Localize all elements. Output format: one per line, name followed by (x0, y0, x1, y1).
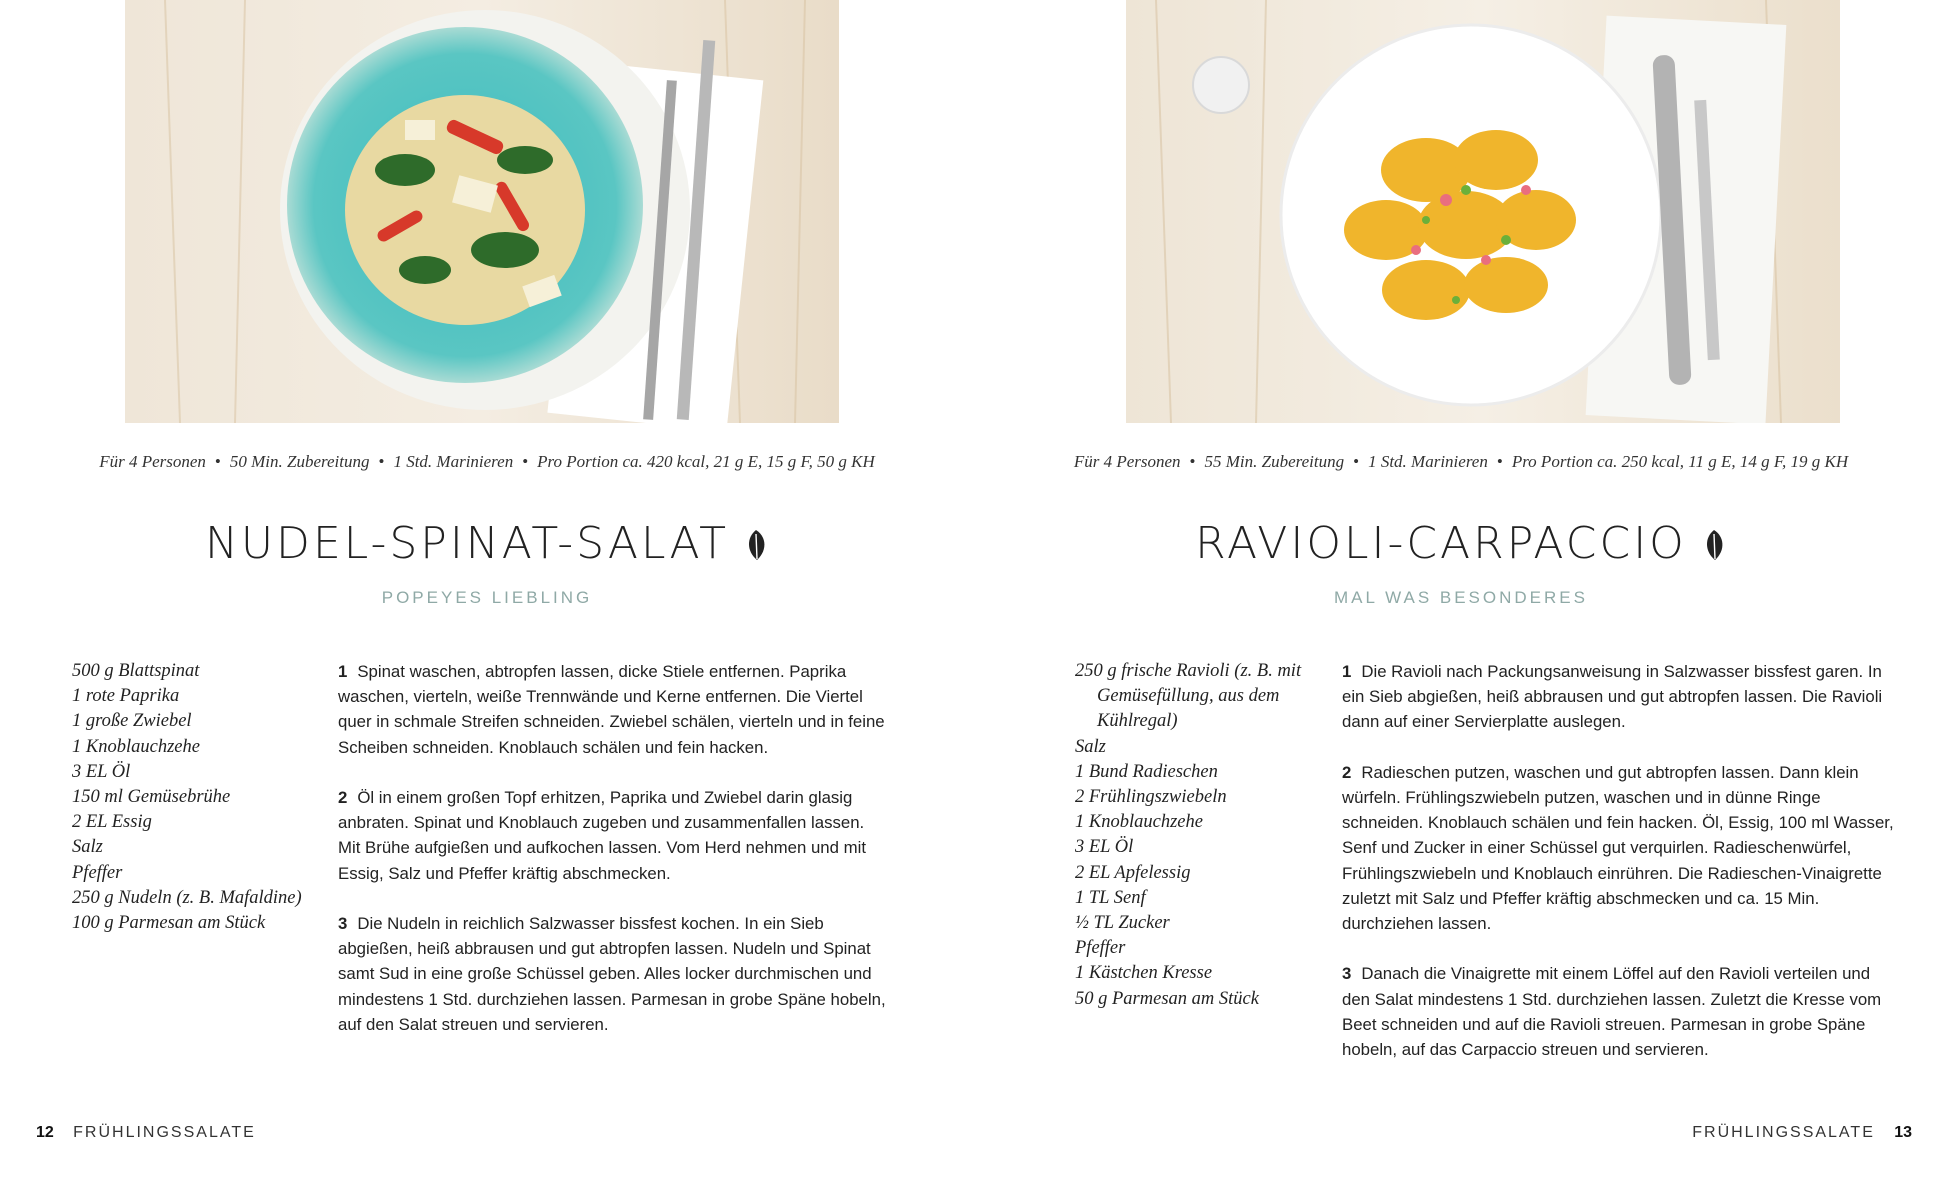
ingredient-item: 1 TL Senf (1075, 887, 1146, 908)
meta-nutrition: Pro Portion ca. 420 kcal, 21 g E, 15 g F, 50 g KH (537, 452, 875, 471)
right-page (974, 0, 1948, 1181)
meta-servings: Für 4 Personen (99, 452, 206, 471)
meta-marinate-time: 1 Std. Marinieren (393, 452, 514, 471)
ingredient-item: 3 EL Öl (72, 761, 131, 782)
ingredient-item: 100 g Parmesan am Stück (72, 913, 266, 934)
ingredient-list (72, 659, 312, 936)
page-number: 12 (36, 1124, 54, 1141)
ingredient-item: Pfeffer (72, 862, 123, 883)
ingredient-item: 2 Frühlingszwiebeln (1075, 787, 1227, 808)
step-text: Spinat waschen, abtropfen lassen, dicke Stiele entfernen. Paprika waschen, vierteln, weiße Trennwände und Kerne entfernen. Die Viertel quer in schmale Streifen schneiden. Zwiebel schälen, vierteln und in feine Scheiben schneiden. Knoblauch schälen und fein hacken. (338, 662, 885, 757)
instruction-step (338, 911, 890, 1037)
ingredient-item: 2 EL Apfelessig (1075, 862, 1191, 883)
ingredient-item: 2 EL Essig (72, 812, 152, 833)
meta-separator: • (214, 452, 221, 471)
ingredient-item: Pfeffer (1075, 938, 1126, 959)
step-number: 3 (1342, 964, 1352, 984)
ingredient-item: Salz (72, 837, 103, 858)
meta-servings: Für 4 Personen (1073, 452, 1181, 471)
recipe-subtitle: POPEYES LIEBLING (381, 588, 593, 607)
meta-nutrition: Pro Portion ca. 250 kcal, 11 g E, 14 g F, 19 g KH (1511, 452, 1849, 471)
recipe-meta (974, 452, 1948, 472)
step-text: Danach die Vinaigrette mit einem Löffel auf den Ravioli verteilen und den Salat mindestens 1 Std. durchziehen lassen. Zuletzt die Kresse vom Beet schneiden und auf die Ravioli streuen. Parmesan in grobe Späne hobeln, auf das Carpaccio streuen und servieren. (1342, 964, 1882, 1060)
ingredient-item: 1 rote Paprika (72, 686, 180, 707)
ingredient-list (1075, 659, 1310, 1012)
step-text: Die Ravioli nach Packungsanweisung in Salzwasser bissfest garen. In ein Sieb abgießen, heiß abbrausen und gut abtropfen lassen. Die Ravioli dann auf einer Servierplatte auslegen. (1342, 662, 1883, 732)
step-text: Die Nudeln in reichlich Salzwasser bissfest kochen. In ein Sieb abgießen, heiß abbrausen und gut abtropfen lassen. Nudeln und Spinat samt Sud in eine große Schüssel geben. Alles locker durchmischen und mindestens 1 Std. durchziehen lassen. Parmesan in grobe Späne hobeln, auf den Salat streuen und servieren. (338, 914, 886, 1034)
instruction-step (1342, 760, 1894, 936)
meta-separator: • (1189, 452, 1196, 471)
ingredient-item: 1 Kästchen Kresse (1075, 963, 1213, 984)
step-number: 1 (338, 662, 348, 681)
ingredient-item: 3 EL Öl (1075, 837, 1134, 858)
page-footer (36, 1124, 256, 1142)
page-number: 13 (1894, 1124, 1912, 1141)
instruction-step (1342, 659, 1894, 735)
ingredient-item: 1 Knoblauchzehe (72, 736, 200, 757)
ingredient-item: 50 g Parmesan am Stück (1075, 988, 1259, 1009)
step-number: 2 (338, 788, 348, 807)
recipe-title-text: RAVIOLI-CARPACCIO (1195, 518, 1687, 569)
recipe-subtitle: MAL WAS BESONDERES (1334, 588, 1588, 607)
meta-marinate-time: 1 Std. Marinieren (1368, 452, 1488, 471)
leaf-icon (743, 528, 769, 564)
step-text: Öl in einem großen Topf erhitzen, Paprika und Zwiebel darin glasig anbraten. Spinat und Knoblauch zugeben und zusammenfallen lassen. Mit Brühe aufgießen und aufkochen lassen. Vom Herd nehmen und mit Essig, Salz und Pfeffer kräftig abschmecken. (338, 788, 866, 883)
instruction-step (338, 659, 890, 760)
meta-separator: • (1353, 452, 1360, 471)
meta-separator: • (378, 452, 385, 471)
meta-prep-time: 50 Min. Zubereitung (229, 452, 370, 471)
page-footer (1692, 1124, 1912, 1142)
pasta-spinach-salad-photo (125, 0, 839, 423)
instruction-step (338, 785, 890, 886)
meta-prep-time: 55 Min. Zubereitung (1204, 452, 1345, 471)
ingredient-item: 1 Knoblauchzehe (1075, 812, 1203, 833)
meta-separator: • (1496, 452, 1503, 471)
section-name: FRÜHLINGSSALATE (1692, 1124, 1875, 1141)
ingredient-item: 250 g frische Ravioli (z. B. mit Gemüsefüllung, aus dem Kühlregal) (1075, 661, 1302, 732)
ingredient-item: 1 große Zwiebel (72, 711, 192, 732)
step-number: 1 (1342, 662, 1352, 681)
ingredient-item: 150 ml Gemüsebrühe (72, 787, 231, 808)
ingredient-item: 1 Bund Radieschen (1075, 761, 1218, 782)
recipe-meta (0, 452, 974, 472)
ingredient-item: ½ TL Zucker (1075, 913, 1170, 934)
ravioli-carpaccio-photo (1126, 0, 1840, 423)
ingredient-item: 500 g Blattspinat (72, 661, 200, 681)
ingredient-item: Salz (1075, 736, 1106, 757)
recipe-title (974, 518, 1948, 569)
step-number: 3 (338, 914, 348, 933)
ingredient-item: 250 g Nudeln (z. B. Mafaldine) (72, 887, 302, 908)
recipe-title (0, 518, 974, 569)
recipe-title-text: NUDEL-SPINAT-SALAT (204, 518, 730, 569)
instruction-list (338, 659, 890, 1062)
step-text: Radieschen putzen, waschen und gut abtropfen lassen. Dann klein würfeln. Frühlingszwiebeln putzen, waschen und in dünne Ringe schneiden. Knoblauch schälen und fein hacken. Öl, Essig, 100 ml Wasser, Senf und Zucker in einer Schüssel gut verquirlen. Radieschenwürfel, Frühlingszwiebeln und Knoblauch einrühren. Die Radieschen-Vinaigrette zuletzt mit Salz und Pfeffer kräftig abschmecken und ca. 15 Min. durchziehen lassen. (1342, 762, 1894, 934)
instruction-step (1342, 961, 1894, 1062)
leaf-icon (1701, 528, 1727, 564)
step-number: 2 (1342, 762, 1352, 782)
section-name: FRÜHLINGSSALATE (73, 1124, 256, 1141)
instruction-list (1342, 659, 1894, 1087)
meta-separator: • (522, 452, 529, 471)
